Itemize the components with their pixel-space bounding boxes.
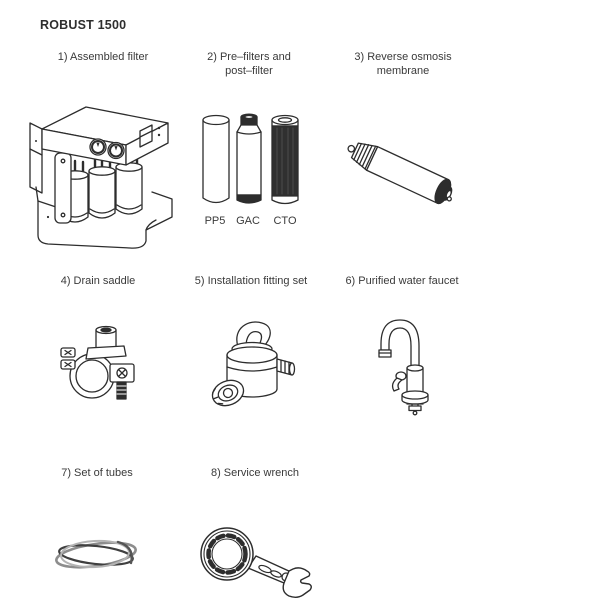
pp5-cartridge [203, 116, 229, 203]
item-7-label-line1: 7) Set of tubes [61, 467, 133, 479]
cto-cartridge [272, 116, 298, 204]
page-title: ROBUST 1500 [40, 18, 127, 32]
cartridge-label-pp5: PP5 [204, 215, 226, 227]
item-2-label-line1: 2) Pre–filters and [207, 51, 291, 63]
prefilters-illustration [196, 112, 308, 212]
cartridge-label-cto: CTO [273, 215, 297, 227]
item-5-label-line1: 5) Installation fitting set [194, 275, 308, 287]
item-1-label [38, 50, 168, 64]
drain-saddle-illustration [58, 322, 136, 410]
item-3-label [343, 50, 463, 78]
item-5-label [183, 274, 319, 288]
item-8-label [190, 466, 320, 480]
item-7-label [36, 466, 158, 480]
tubes-illustration [50, 534, 142, 576]
faucet-illustration [377, 312, 435, 416]
ro-membrane-illustration [344, 126, 472, 218]
assembled-filter-illustration [26, 97, 184, 249]
gac-cartridge [237, 114, 261, 203]
saddle-bolts [61, 348, 75, 369]
item-3-label-line2: membrane [376, 65, 430, 77]
item-4-label-line1: 4) Drain saddle [60, 275, 136, 287]
fitting-set-illustration [206, 317, 298, 412]
item-3-label-line1: 3) Reverse osmosis [354, 51, 452, 63]
item-6-label [340, 274, 464, 288]
item-6-label-line1: 6) Purified water faucet [345, 275, 459, 287]
item-2-label [189, 50, 309, 78]
item-8-label-line1: 8) Service wrench [210, 467, 300, 479]
item-2-label-line2: post–filter [225, 65, 273, 77]
item-1-label-line1: 1) Assembled filter [57, 51, 149, 63]
cartridge-label-gac: GAC [236, 215, 260, 227]
service-wrench-illustration [192, 524, 314, 600]
item-4-label [37, 274, 159, 288]
